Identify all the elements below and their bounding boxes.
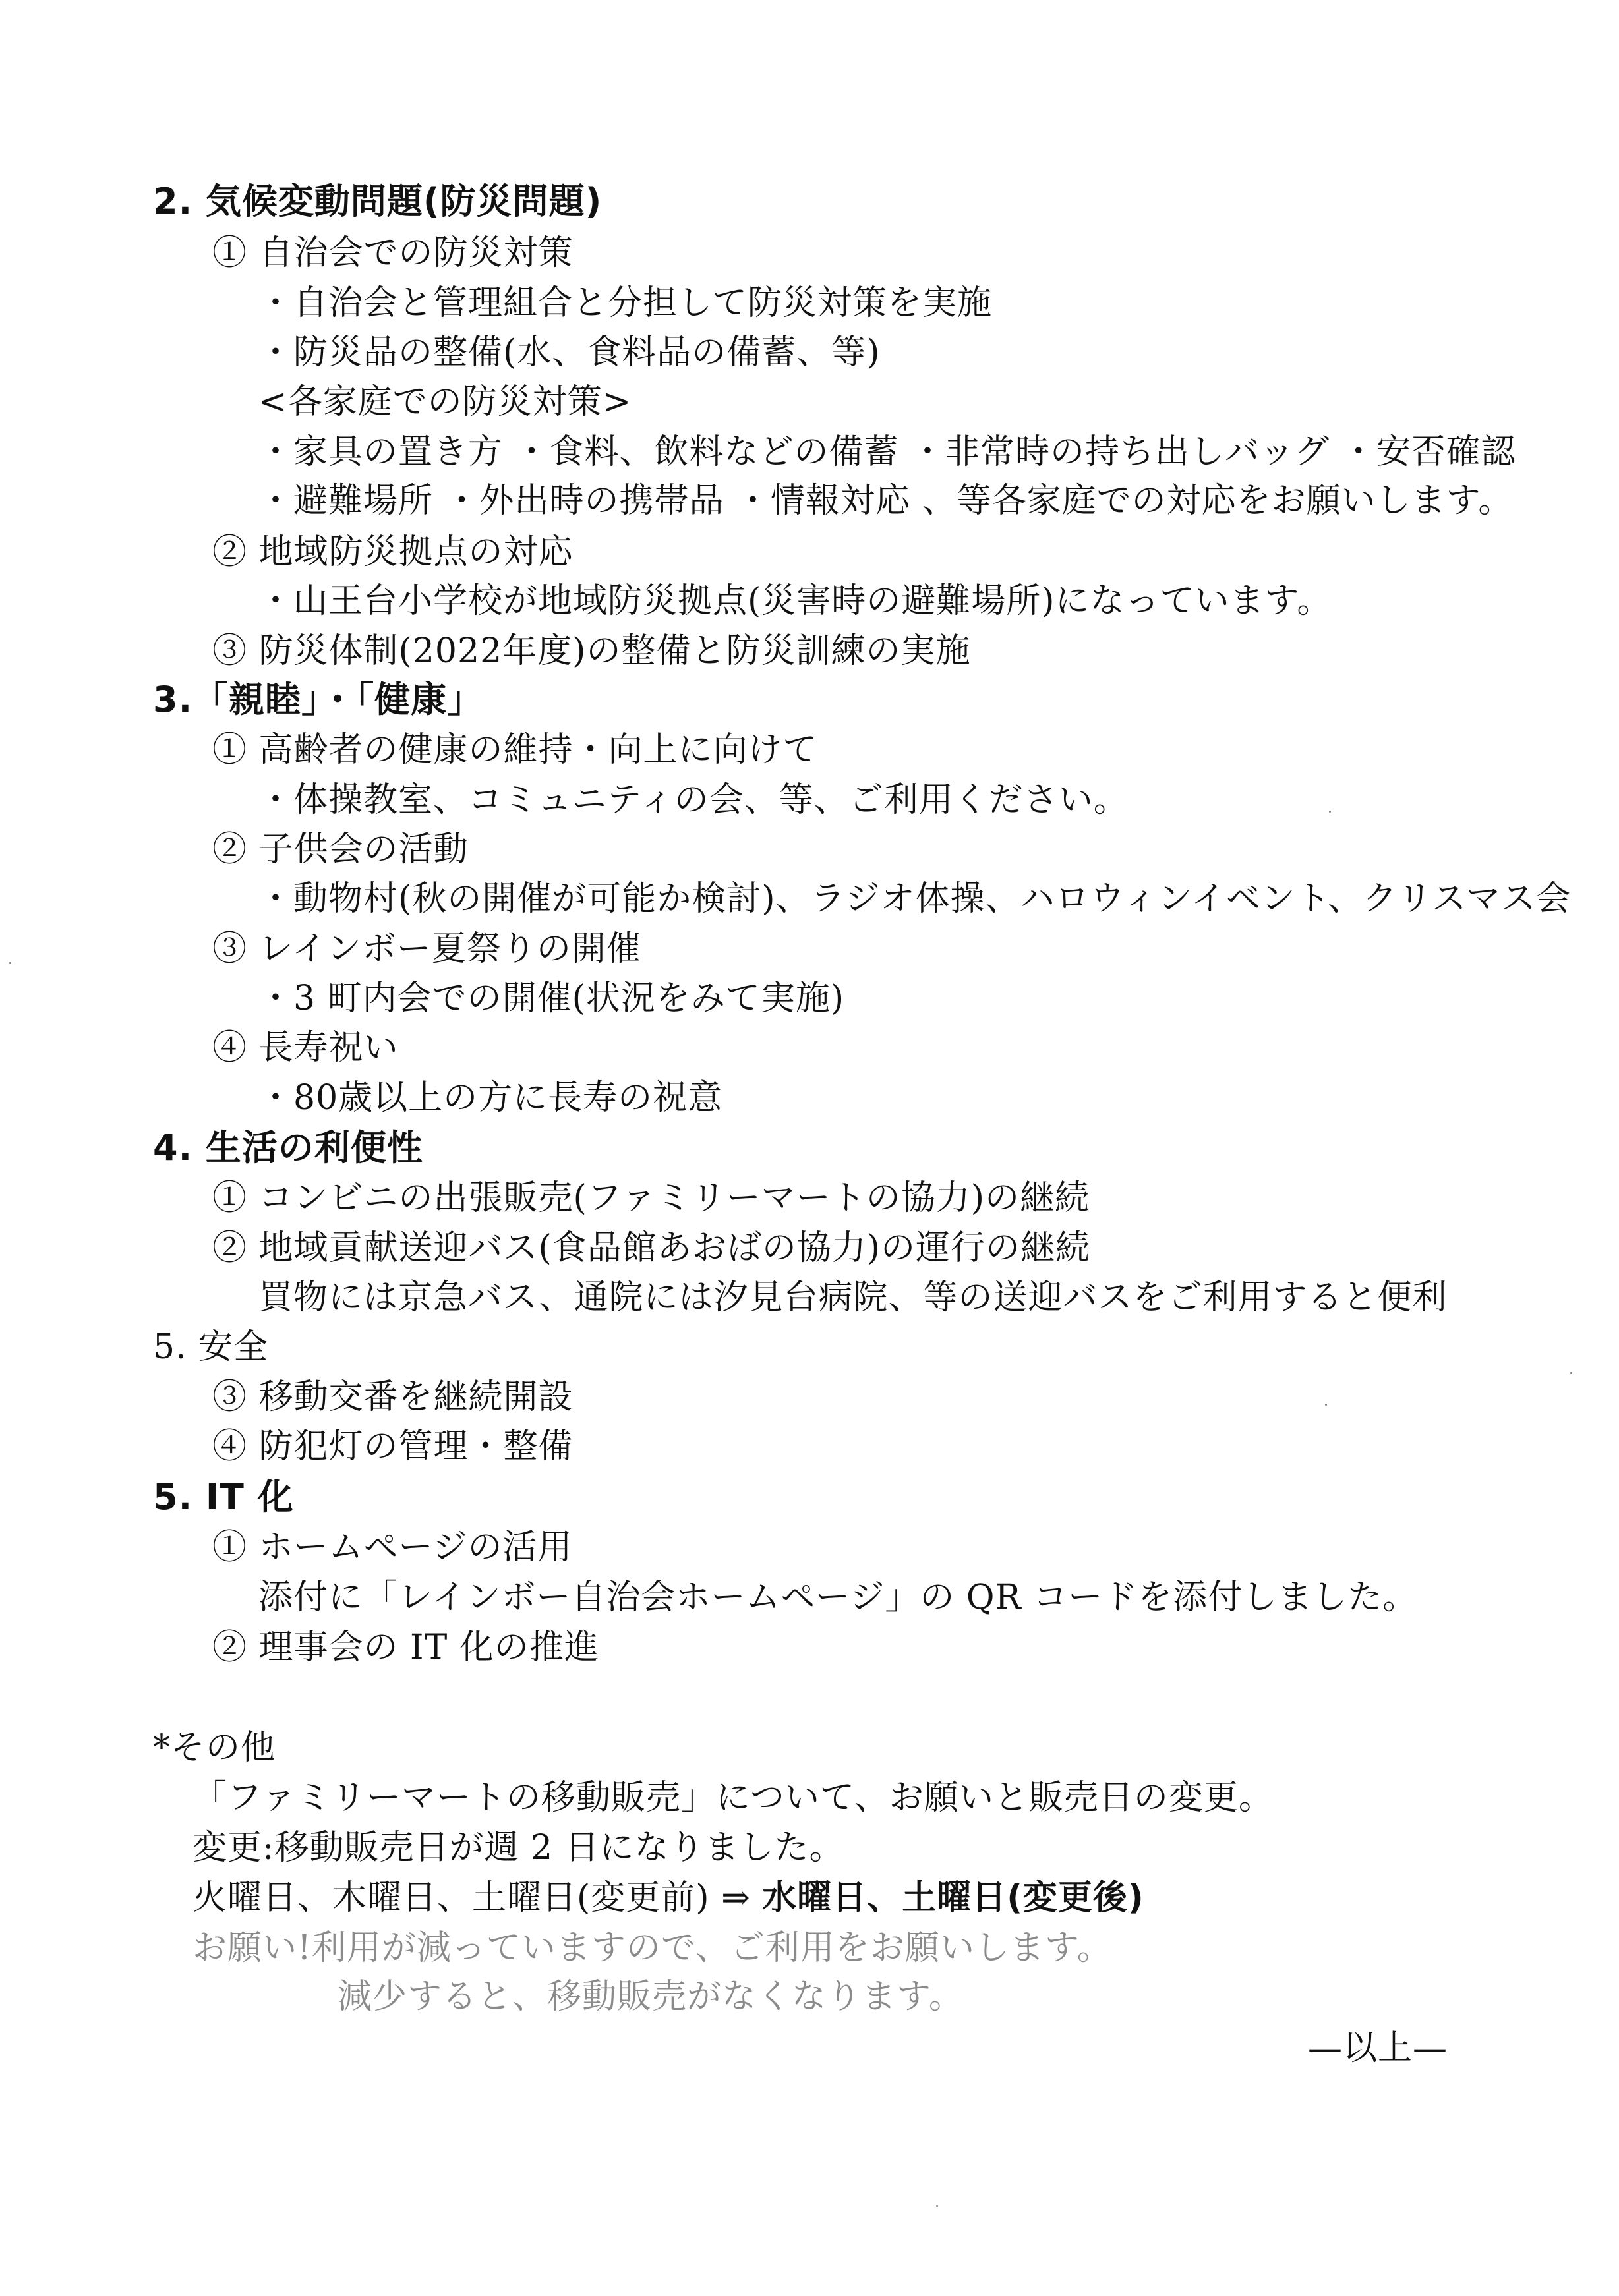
list-item: ④ 長寿祝い	[212, 1028, 399, 1068]
schedule-before: 火曜日、木曜日、土曜日(変更前) ⇒	[192, 1878, 751, 1918]
bullet-item: ・防災品の整備(水、食料品の備蓄、等)	[258, 333, 881, 372]
closing-mark: —以上—	[1308, 2028, 1448, 2068]
scan-speck	[1325, 1404, 1327, 1406]
note-line: 買物には京急バス、通院には汐見台病院、等の送迎バスをご利用すると便利	[258, 1278, 1448, 1317]
bullet-item: ・家具の置き方 ・食料、飲料などの備蓄 ・非常時の持ち出しバッグ ・安否確認	[258, 432, 1516, 472]
bullet-item: ・体操教室、コミュニティの会、等、ご利用ください。	[258, 780, 1129, 820]
scan-speck	[1329, 811, 1331, 813]
list-item: ② 地域防災拠点の対応	[212, 532, 574, 572]
subheading: <各家庭での防災対策>	[258, 382, 632, 422]
bullet-item: ・山王台小学校が地域防災拠点(災害時の避難場所)になっています。	[258, 581, 1332, 621]
list-item: ③ レインボー夏祭りの開催	[212, 929, 641, 969]
list-item: ① 高齢者の健康の維持・向上に向けて	[212, 730, 818, 770]
section-heading: 5. 安全	[153, 1327, 269, 1367]
list-item: ① 自治会での防災対策	[212, 233, 574, 273]
list-item: ② 子供会の活動	[212, 830, 469, 869]
bullet-item: ・自治会と管理組合と分担して防災対策を実施	[258, 283, 993, 323]
list-item: ① コンビニの出張販売(ファミリーマートの協力)の継続	[212, 1178, 1090, 1218]
bullet-item: ・動物村(秋の開催が可能か検討)、ラジオ体操、ハロウィンイベント、クリスマス会	[258, 879, 1572, 919]
list-item: ① ホームページの活用	[212, 1528, 573, 1567]
section-heading: 5. IT 化	[153, 1476, 294, 1518]
other-heading: *その他	[153, 1728, 276, 1767]
section-heading: 3.「親睦」・「健康」	[153, 679, 484, 720]
list-item: ② 地域貢献送迎バス(食品館あおばの協力)の運行の継続	[212, 1228, 1091, 1268]
list-item: ③ 防災体制(2022年度)の整備と防災訓練の実施	[212, 631, 971, 671]
scan-speck	[9, 962, 11, 964]
warning-line: 減少すると、移動販売がなくなります。	[338, 1977, 964, 2017]
section-heading: 2. 気候変動問題(防災問題)	[153, 181, 603, 222]
list-item: ④ 防犯灯の管理・整備	[212, 1427, 574, 1466]
list-item: ③ 移動交番を継続開設	[212, 1377, 574, 1417]
bullet-item: ・80歳以上の方に長寿の祝意	[258, 1078, 723, 1118]
list-item: ② 理事会の IT 化の推進	[212, 1628, 599, 1667]
scan-speck	[1570, 1372, 1572, 1374]
bullet-item: ・3 町内会での開催(状況をみて実施)	[258, 979, 845, 1018]
schedule-after: 水曜日、土曜日(変更後)	[762, 1878, 1144, 1918]
scan-speck	[936, 2205, 938, 2207]
note-line: 添付に「レインボー自治会ホームページ」の QR コードを添付しました。	[258, 1578, 1418, 1617]
request-line: お願い!利用が減っていますので、ご利用をお願いします。	[192, 1928, 1112, 1968]
section-heading: 4. 生活の利便性	[153, 1127, 423, 1168]
schedule-change-line	[192, 1877, 1144, 1919]
other-line: 「ファミリーマートの移動販売」について、お願いと販売日の変更。	[192, 1778, 1274, 1818]
other-line: 変更:移動販売日が週 2 日になりました。	[192, 1828, 844, 1868]
bullet-item: ・避難場所 ・外出時の携帯品 ・情報対応 、等各家庭での対応をお願いします。	[258, 481, 1514, 521]
